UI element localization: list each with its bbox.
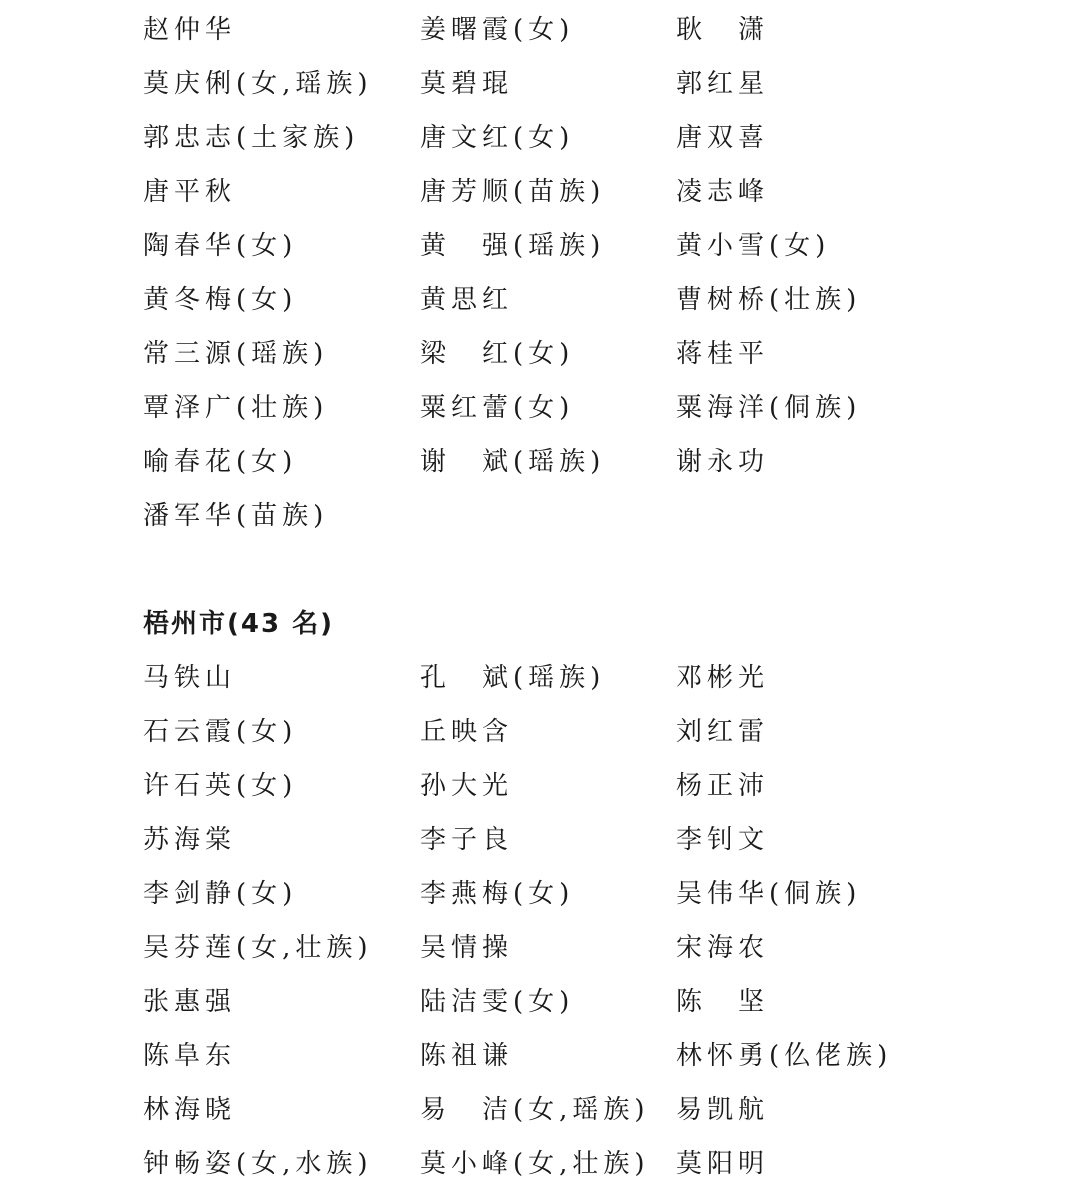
name-entry: 李剑静(女): [143, 879, 298, 909]
name-entry: 石云霞(女): [143, 717, 298, 747]
name-entry: 梁 红(女): [420, 339, 575, 369]
name-entry: 孔 斌(瑶族): [420, 663, 606, 693]
name-entry: 莫小峰(女,壮族): [420, 1149, 650, 1179]
name-list-wuzhou: [143, 662, 1043, 1202]
name-entry: 张惠强: [143, 987, 237, 1017]
list-row: [143, 122, 1043, 176]
name-entry: 钟畅姿(女,水族): [143, 1149, 373, 1179]
name-entry: 刘红雷: [676, 717, 770, 747]
name-entry: 吴伟华(侗族): [676, 879, 862, 909]
name-entry: 黄思红: [420, 285, 514, 315]
list-row: [143, 932, 1043, 986]
name-entry: 莫庆俐(女,瑶族): [143, 69, 373, 99]
name-entry: 宋海农: [676, 933, 770, 963]
name-entry: 易凯航: [676, 1095, 770, 1125]
name-entry: 唐芳顺(苗族): [420, 177, 606, 207]
name-list-previous-section: [143, 14, 1043, 554]
name-entry: 陶春华(女): [143, 231, 298, 261]
list-row: [143, 878, 1043, 932]
name-entry: 粟红蕾(女): [420, 393, 575, 423]
list-row: [143, 1094, 1043, 1148]
name-entry: 唐平秋: [143, 177, 237, 207]
name-entry: 李钊文: [676, 825, 770, 855]
name-entry: 郭红星: [676, 69, 770, 99]
name-entry: 谢 斌(瑶族): [420, 447, 606, 477]
name-entry: 莫碧琨: [420, 69, 514, 99]
name-entry: 陆洁雯(女): [420, 987, 575, 1017]
name-entry: 苏海棠: [143, 825, 237, 855]
list-row: [143, 230, 1043, 284]
list-row: [143, 500, 1043, 554]
list-row: [143, 986, 1043, 1040]
name-entry: 喻春花(女): [143, 447, 298, 477]
list-row: [143, 392, 1043, 446]
name-entry: 凌志峰: [676, 177, 770, 207]
list-row: [143, 176, 1043, 230]
name-entry: 李子良: [420, 825, 514, 855]
name-entry: 黄 强(瑶族): [420, 231, 606, 261]
name-entry: 易 洁(女,瑶族): [420, 1095, 650, 1125]
name-entry: 郭忠志(土家族): [143, 123, 360, 153]
list-row: [143, 338, 1043, 392]
name-entry: 陈祖谦: [420, 1041, 514, 1071]
name-entry: 赵仲华: [143, 15, 237, 45]
name-entry: 耿 潇: [676, 15, 770, 45]
list-row: [143, 716, 1043, 770]
name-entry: 黄小雪(女): [676, 231, 831, 261]
name-entry: 蒋桂平: [676, 339, 770, 369]
name-entry: 常三源(瑶族): [143, 339, 329, 369]
name-entry: 唐双喜: [676, 123, 770, 153]
name-entry: 邓彬光: [676, 663, 770, 693]
list-row: [143, 770, 1043, 824]
name-entry: 许石英(女): [143, 771, 298, 801]
list-row: [143, 1148, 1043, 1202]
name-entry: 粟海洋(侗族): [676, 393, 862, 423]
name-entry: 潘军华(苗族): [143, 501, 329, 531]
name-entry: 曹树桥(壮族): [676, 285, 862, 315]
name-entry: 马铁山: [143, 663, 237, 693]
name-entry: 谢永功: [676, 447, 770, 477]
name-entry: 吴情操: [420, 933, 514, 963]
list-row: [143, 1040, 1043, 1094]
name-entry: 莫阳明: [676, 1149, 770, 1179]
name-entry: 陈阜东: [143, 1041, 237, 1071]
name-entry: 孙大光: [420, 771, 514, 801]
name-entry: 李燕梅(女): [420, 879, 575, 909]
name-entry: 丘映含: [420, 717, 514, 747]
name-entry: 林怀勇(仫佬族): [676, 1041, 893, 1071]
section-heading-wuzhou: 梧州市(43 名): [143, 609, 334, 639]
list-row: [143, 284, 1043, 338]
name-entry: 姜曙霞(女): [420, 15, 575, 45]
list-row: [143, 446, 1043, 500]
list-row: [143, 662, 1043, 716]
name-entry: 吴芬莲(女,壮族): [143, 933, 373, 963]
name-entry: 黄冬梅(女): [143, 285, 298, 315]
name-entry: 杨正沛: [676, 771, 770, 801]
name-entry: 林海晓: [143, 1095, 237, 1125]
list-row: [143, 824, 1043, 878]
list-row: [143, 14, 1043, 68]
list-row: [143, 68, 1043, 122]
name-entry: 陈 坚: [676, 987, 770, 1017]
name-entry: 唐文红(女): [420, 123, 575, 153]
name-entry: 覃泽广(壮族): [143, 393, 329, 423]
